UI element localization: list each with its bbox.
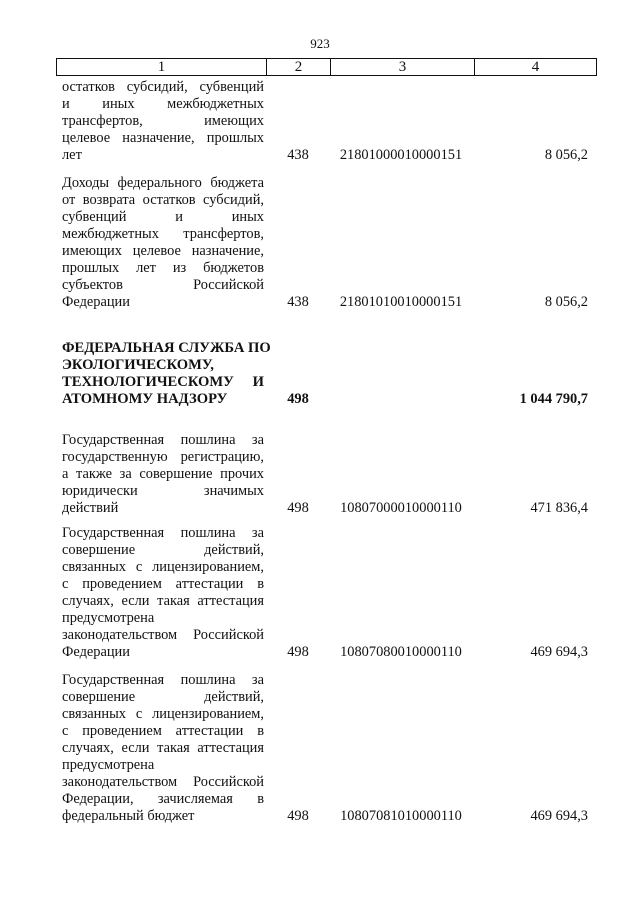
- row-code: 498: [287, 500, 309, 516]
- row-name-line: предусмотрена: [62, 757, 155, 773]
- row-name: [62, 525, 264, 661]
- row-name: [62, 432, 264, 517]
- row-name-line: случаях, если такая аттестация: [62, 740, 264, 756]
- row-code: 498: [287, 808, 309, 824]
- row-name-line: имеющих целевое назначение,: [62, 243, 264, 259]
- row-name-line: Доходы федерального бюджета: [62, 175, 264, 191]
- row-kbk: 10807081010000110: [340, 808, 462, 824]
- row-name-line: федеральный бюджет: [62, 808, 195, 824]
- row-name-line: Федерации: [62, 644, 130, 660]
- row-name-line: лет: [62, 147, 82, 163]
- row-code: 498: [287, 391, 309, 407]
- column-header-4: 4: [475, 59, 597, 76]
- row-name-line: совершение действий,: [62, 542, 264, 558]
- column-header-table: [56, 58, 597, 76]
- row-name-line: субвенций и иных: [62, 209, 264, 225]
- row-code: 498: [287, 644, 309, 660]
- row-code: 438: [287, 147, 309, 163]
- row-name-line: Государственная пошлина за: [62, 432, 264, 448]
- row-name-line: юридически значимых: [62, 483, 264, 499]
- page-number: 923: [310, 36, 330, 51]
- row-name: [62, 340, 271, 408]
- row-name-line: трансфертов, имеющих: [62, 113, 264, 129]
- row-name-line: а также за совершение прочих: [62, 466, 264, 482]
- row-name-line: межбюджетных трансфертов,: [62, 226, 264, 242]
- row-amount: 469 694,3: [530, 644, 588, 660]
- row-name-line: от возврата остатков субсидий,: [62, 192, 264, 208]
- row-name-line: с проведением аттестации в: [62, 723, 264, 739]
- row-name-line: совершение действий,: [62, 689, 264, 705]
- row-amount: 1 044 790,7: [519, 391, 588, 407]
- row-name-line: ФЕДЕРАЛЬНАЯ СЛУЖБА ПО: [62, 340, 271, 356]
- row-amount: 469 694,3: [530, 808, 588, 824]
- row-name: [62, 672, 264, 825]
- row-name-line: Федерации, зачисляемая в: [62, 791, 264, 807]
- row-name-line: субъектов Российской: [62, 277, 264, 293]
- row-name-line: с проведением аттестации в: [62, 576, 264, 592]
- row-kbk: 10807080010000110: [340, 644, 462, 660]
- row-name-line: Государственная пошлина за: [62, 672, 264, 688]
- row-name-line: случаях, если такая аттестация: [62, 593, 264, 609]
- row-name-line: связанных с лицензированием,: [62, 559, 264, 575]
- row-kbk: 10807000010000110: [340, 500, 462, 516]
- column-header-2: 2: [267, 59, 331, 76]
- row-amount: 471 836,4: [530, 500, 588, 516]
- row-name: [62, 79, 264, 164]
- row-name-line: предусмотрена: [62, 610, 155, 626]
- row-name-line: ЭКОЛОГИЧЕСКОМУ,: [62, 357, 214, 373]
- column-header-1: 1: [57, 59, 267, 76]
- row-name-line: АТОМНОМУ НАДЗОРУ: [62, 391, 228, 407]
- row-kbk: 21801000010000151: [339, 147, 463, 163]
- row-name-line: связанных с лицензированием,: [62, 706, 264, 722]
- row-amount: 8 056,2: [544, 294, 588, 310]
- row-name-line: ТЕХНОЛОГИЧЕСКОМУ И: [62, 374, 264, 390]
- row-code: 438: [287, 294, 309, 310]
- row-name-line: законодательством Российской: [62, 774, 264, 790]
- row-amount: 8 056,2: [544, 147, 588, 163]
- row-kbk: 21801010010000151: [339, 294, 463, 310]
- row-name-line: государственную регистрацию,: [62, 449, 264, 465]
- row-name-line: прошлых лет из бюджетов: [62, 260, 264, 276]
- row-name-line: законодательством Российской: [62, 627, 264, 643]
- row-name-line: действий: [62, 500, 119, 516]
- row-name-line: Государственная пошлина за: [62, 525, 264, 541]
- row-name-line: целевое назначение, прошлых: [62, 130, 264, 146]
- column-header-row: [57, 59, 597, 76]
- row-name: [62, 175, 264, 311]
- column-header-3: 3: [331, 59, 475, 76]
- row-name-line: и иных межбюджетных: [62, 96, 264, 112]
- row-name-line: остатков субсидий, субвенций: [62, 79, 264, 95]
- row-name-line: Федерации: [62, 294, 130, 310]
